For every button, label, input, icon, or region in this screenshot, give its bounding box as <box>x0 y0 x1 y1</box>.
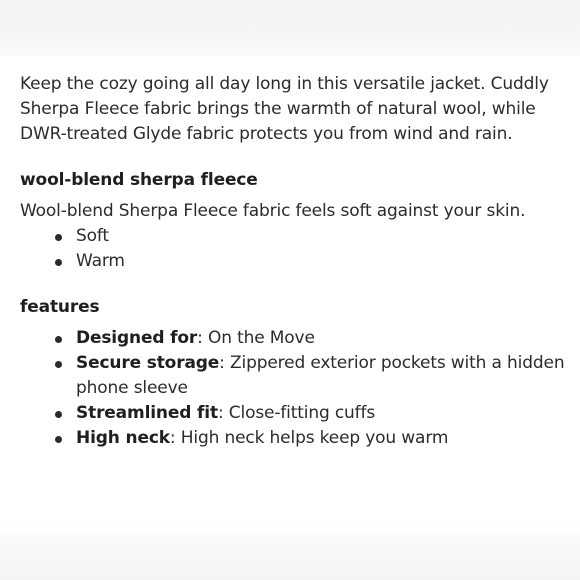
feature-label: Streamlined fit <box>76 403 218 423</box>
feature-text: : Zippered exterior pockets with a hidden phone sleeve <box>76 353 565 398</box>
feature-item-high-neck <box>76 426 565 451</box>
fleece-description: Wool-blend Sherpa Fleece fabric feels soft against your skin. <box>20 201 526 221</box>
feature-text: : Close-fitting cuffs <box>217 403 376 423</box>
feature-item-secure-storage <box>76 351 565 401</box>
features-heading: features <box>20 297 100 317</box>
feature-label: High neck <box>76 428 170 448</box>
feature-item-streamlined-fit <box>76 401 565 426</box>
feature-item-designed-for <box>76 326 565 351</box>
features-list <box>20 326 565 451</box>
bottom-shadow-band <box>0 524 580 580</box>
fleece-bullet-list <box>20 224 565 274</box>
feature-text: : High neck helps keep you warm <box>169 428 449 448</box>
feature-label: Designed for <box>76 328 198 348</box>
list-item: Soft <box>76 224 565 249</box>
fleece-heading: wool-blend sherpa fleece <box>20 170 258 190</box>
product-description <box>20 72 565 451</box>
list-item: Warm <box>76 249 565 274</box>
feature-text: : On the Move <box>197 328 315 348</box>
top-shadow-band <box>0 0 580 56</box>
intro-paragraph: Keep the cozy going all day long in this versatile jacket. Cuddly Sherpa Fleece fabric brings the warmth of natural wool, while DWR-treated Glyde fabric protects you from wind and rain. <box>20 74 549 144</box>
feature-label: Secure storage <box>76 353 220 373</box>
